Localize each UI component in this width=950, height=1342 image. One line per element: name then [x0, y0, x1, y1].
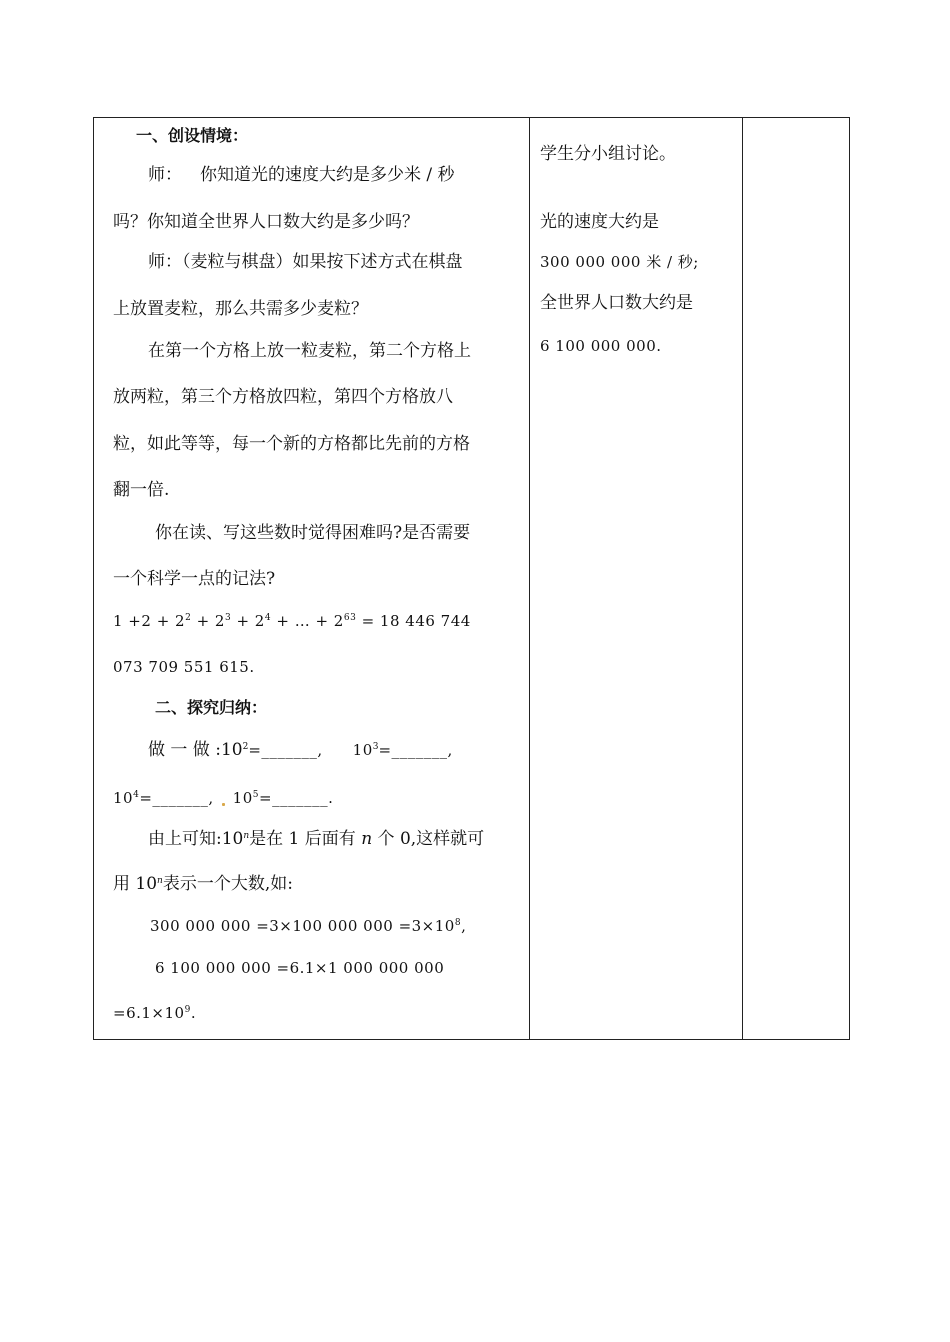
paragraph-2-line-1: 师：（麦粒与棋盘）如果按下述方式在棋盘: [148, 252, 463, 272]
sum-formula-result: 073 709 551 615.: [113, 658, 255, 676]
paragraph-4-line-2: 一个科学一点的记法?: [113, 569, 276, 589]
example-1: 300 000 000 =3×100 000 $000 =3\times 10^8$,: [150, 917, 467, 935]
section-2-title: 二、探究归纳：: [155, 698, 268, 717]
lesson-table: [93, 117, 850, 1040]
example-2-result: $=6.1\times 10^9$.: [113, 1004, 197, 1022]
paragraph-4-line-1: 你在读、写这些数时觉得困难吗?是否需要: [155, 523, 471, 543]
sum-formula: $1 +2 + 2^2 + 2^3 + 2^4$ + … + $2^{63} = 18$ 446 744: [113, 612, 471, 630]
section-1-title: 一、创设情境：: [136, 126, 249, 145]
student-activity-line-4: 全世界人口数大约是: [540, 293, 693, 313]
paragraph-1-line-1: 师： 你知道光的速度大约是多少米 / 秒: [148, 165, 455, 185]
column-divider-2: [742, 118, 743, 1039]
conclusion-line-1: 由上可知:10$^n$是在 1 后面有 n 个 0,这样就可: [148, 829, 485, 849]
paragraph-2-line-2: 上放置麦粒，那么共需多少麦粒？: [113, 299, 368, 319]
student-activity-line-5: 6 100 000 000.: [540, 337, 662, 355]
student-activity-line-1: 学生分小组讨论。: [540, 144, 676, 164]
paragraph-1-line-2: 吗？你知道全世界人口数大约是多少吗？: [113, 212, 419, 232]
column-divider-1: [529, 118, 530, 1039]
paragraph-3-line-2: 放两粒，第三个方格放四粒，第四个方格放八: [113, 387, 453, 407]
student-activity-line-2: 光的速度大约是: [540, 212, 659, 232]
exercise-line-2: $10^4=\_\_\_\_\_\_\_$, $10^5=\_\_\_\_\_\_\_$.: [113, 789, 334, 807]
conclusion-line-2: 用 10$^n$表示一个大数,如:: [113, 874, 293, 894]
student-activity-line-3: 300 000 000 米 / 秒;: [540, 253, 699, 271]
exercise-line-1: 做 一 做 $:10^2=\_\_\_\_\_\_\_$, $10^3=\_\_\_\_\_\_\_$,: [148, 740, 453, 760]
example-2: 6 100 000 000 =6.1×1 000 000 000: [155, 959, 445, 977]
paragraph-3-line-4: 翻一倍.: [113, 480, 170, 500]
paragraph-3-line-1: 在第一个方格上放一粒麦粒，第二个方格上: [148, 341, 471, 361]
paragraph-3-line-3: 粒，如此等等，每一个新的方格都比先前的方格: [113, 434, 470, 454]
